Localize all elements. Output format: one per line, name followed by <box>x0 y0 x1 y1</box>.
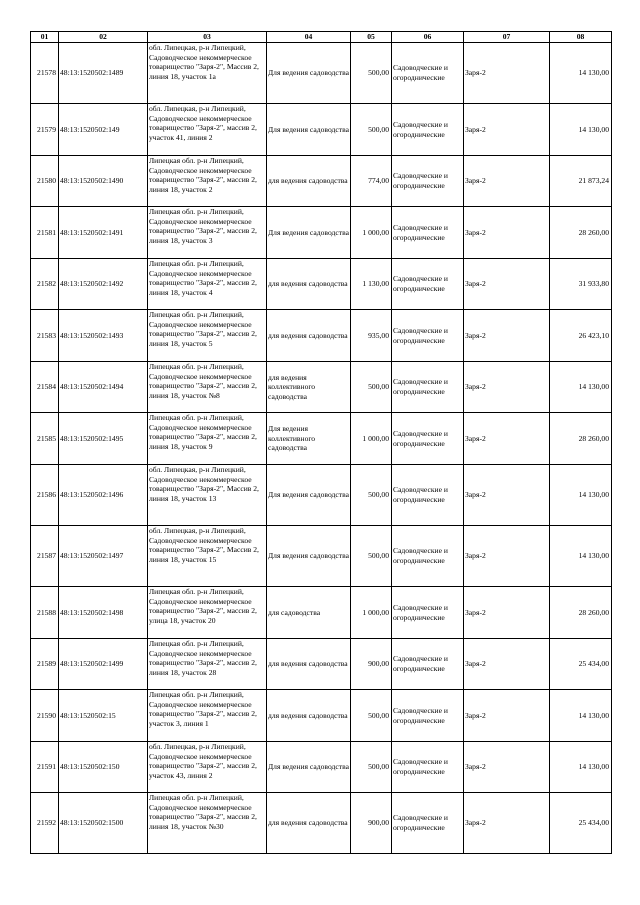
permitted-use-cell: Для ведения коллективного садоводства <box>267 413 351 465</box>
table-row <box>31 742 612 793</box>
permitted-use-cell: для ведения садоводства <box>267 156 351 207</box>
table-row <box>31 362 612 413</box>
cadastral-value-cell: 25 434,00 <box>550 793 612 854</box>
partnership-name-cell: Заря-2 <box>464 207 550 259</box>
address-text: Липецкая обл. р-н Липецкий, Садоводческое некоммерческое товарищество "Заря-2", массив 2, участок 3, линия 1 <box>149 690 257 728</box>
land-category-cell: Садоводческие и огороднические <box>392 310 464 362</box>
address-cell <box>148 413 267 465</box>
land-category-cell: Садоводческие и огороднические <box>392 690 464 742</box>
header-cell-03: 03 <box>148 32 267 43</box>
address-cell <box>148 639 267 690</box>
cadastral-number-cell: 48:13:1520502:1493 <box>59 310 148 362</box>
permitted-use-cell: для садоводства <box>267 587 351 639</box>
permitted-use-cell: Для ведения садоводства <box>267 465 351 526</box>
row-id-cell: 21584 <box>31 362 59 413</box>
table-row <box>31 156 612 207</box>
row-id-cell: 21586 <box>31 465 59 526</box>
row-id-cell: 21587 <box>31 526 59 587</box>
area-cell: 500,00 <box>351 43 392 104</box>
cadastral-number-cell: 48:13:1520502:1490 <box>59 156 148 207</box>
area-cell: 774,00 <box>351 156 392 207</box>
area-cell: 1 000,00 <box>351 587 392 639</box>
land-category-cell: Садоводческие и огороднические <box>392 526 464 587</box>
cadastral-number-cell: 48:13:1520502:1494 <box>59 362 148 413</box>
table-row <box>31 690 612 742</box>
row-id-cell: 21592 <box>31 793 59 854</box>
table-row <box>31 639 612 690</box>
partnership-name-cell: Заря-2 <box>464 43 550 104</box>
cadastral-number-cell: 48:13:1520502:1498 <box>59 587 148 639</box>
table-row <box>31 259 612 310</box>
area-cell: 900,00 <box>351 793 392 854</box>
permitted-use-cell: Для ведения садоводства <box>267 207 351 259</box>
header-cell-01: 01 <box>31 32 59 43</box>
address-text: обл. Липецкая, р-н Липецкий, Садоводческое некоммерческое товарищество "Заря-2", Массив 2, линия 18, участок 1а <box>149 43 259 81</box>
row-id-cell: 21578 <box>31 43 59 104</box>
permitted-use-cell: Для ведения садоводства <box>267 526 351 587</box>
address-text: Липецкая обл. р-н Липецкий, Садоводческое некоммерческое товарищество "Заря-2", массив 2, линия 18, участок 5 <box>149 310 257 348</box>
cadastral-number-cell: 48:13:1520502:1499 <box>59 639 148 690</box>
cadastral-value-cell: 14 130,00 <box>550 104 612 156</box>
address-cell <box>148 690 267 742</box>
table-row <box>31 793 612 854</box>
land-category-cell: Садоводческие и огороднические <box>392 43 464 104</box>
address-text: Липецкая обл. р-н Липецкий, Садоводческое некоммерческое товарищество "Заря-2", массив 2, линия 18, участок 3 <box>149 207 257 245</box>
land-category-cell: Садоводческие и огороднические <box>392 742 464 793</box>
cadastral-number-cell: 48:13:1520502:15 <box>59 690 148 742</box>
cadastral-value-cell: 14 130,00 <box>550 742 612 793</box>
address-text: обл. Липецкая, р-н Липецкий, Садоводческое некоммерческое товарищество "Заря-2", массив 2, участок 41, линия 2 <box>149 104 257 142</box>
land-category-cell: Садоводческие и огороднические <box>392 587 464 639</box>
address-text: Липецкая обл. р-н Липецкий, Садоводческое некоммерческое товарищество "Заря-2", массив 2, линия 18, участок №8 <box>149 362 257 400</box>
row-id-cell: 21589 <box>31 639 59 690</box>
cadastral-value-cell: 21 873,24 <box>550 156 612 207</box>
address-text: обл. Липецкая, р-н Липецкий, Садоводческое некоммерческое товарищество "Заря-2", массив 2, участок 43, линия 2 <box>149 742 257 780</box>
address-cell <box>148 742 267 793</box>
address-text: обл. Липецкая, р-н Липецкий, Садоводческое некоммерческое товарищество "Заря-2", Массив 2, линия 18, участок 13 <box>149 465 259 503</box>
partnership-name-cell: Заря-2 <box>464 104 550 156</box>
address-cell <box>148 793 267 854</box>
permitted-use-cell: для ведения садоводства <box>267 310 351 362</box>
row-id-cell: 21585 <box>31 413 59 465</box>
land-category-cell: Садоводческие и огороднические <box>392 793 464 854</box>
row-id-cell: 21588 <box>31 587 59 639</box>
partnership-name-cell: Заря-2 <box>464 310 550 362</box>
table-body <box>31 43 612 854</box>
row-id-cell: 21591 <box>31 742 59 793</box>
cadastral-number-cell: 48:13:1520502:150 <box>59 742 148 793</box>
table-row <box>31 413 612 465</box>
land-category-cell: Садоводческие и огороднические <box>392 259 464 310</box>
cadastral-number-cell: 48:13:1520502:1491 <box>59 207 148 259</box>
table-row <box>31 310 612 362</box>
cadastral-number-cell: 48:13:1520502:1495 <box>59 413 148 465</box>
table-row <box>31 465 612 526</box>
land-category-cell: Садоводческие и огороднические <box>392 465 464 526</box>
row-id-cell: 21583 <box>31 310 59 362</box>
cadastral-value-cell: 28 260,00 <box>550 413 612 465</box>
table-row <box>31 587 612 639</box>
address-text: Липецкая обл. р-н Липецкий, Садоводческое некоммерческое товарищество "Заря-2", массив 2, линия 18, участок 2 <box>149 156 257 194</box>
address-cell <box>148 259 267 310</box>
partnership-name-cell: Заря-2 <box>464 587 550 639</box>
cadastral-value-cell: 14 130,00 <box>550 43 612 104</box>
address-cell <box>148 207 267 259</box>
partnership-name-cell: Заря-2 <box>464 793 550 854</box>
area-cell: 500,00 <box>351 742 392 793</box>
cadastral-value-cell: 14 130,00 <box>550 690 612 742</box>
area-cell: 1 000,00 <box>351 413 392 465</box>
cadastral-value-cell: 14 130,00 <box>550 465 612 526</box>
address-cell <box>148 362 267 413</box>
area-cell: 500,00 <box>351 104 392 156</box>
land-category-cell: Садоводческие и огороднические <box>392 207 464 259</box>
address-cell <box>148 526 267 587</box>
partnership-name-cell: Заря-2 <box>464 413 550 465</box>
address-cell <box>148 310 267 362</box>
permitted-use-cell: для ведения садоводства <box>267 259 351 310</box>
header-cell-05: 05 <box>351 32 392 43</box>
row-id-cell: 21580 <box>31 156 59 207</box>
land-category-cell: Садоводческие и огороднические <box>392 639 464 690</box>
area-cell: 500,00 <box>351 362 392 413</box>
address-cell <box>148 156 267 207</box>
permitted-use-cell: для ведения коллективного садоводства <box>267 362 351 413</box>
address-text: Липецкая обл. р-н Липецкий, Садоводческое некоммерческое товарищество "Заря-2", массив 2, линия 18, участок 28 <box>149 639 257 677</box>
cadastral-number-cell: 48:13:1520502:149 <box>59 104 148 156</box>
land-category-cell: Садоводческие и огороднические <box>392 104 464 156</box>
area-cell: 900,00 <box>351 639 392 690</box>
area-cell: 500,00 <box>351 465 392 526</box>
land-registry-table <box>30 31 612 854</box>
address-cell <box>148 587 267 639</box>
cadastral-number-cell: 48:13:1520502:1497 <box>59 526 148 587</box>
row-id-cell: 21582 <box>31 259 59 310</box>
cadastral-value-cell: 28 260,00 <box>550 207 612 259</box>
partnership-name-cell: Заря-2 <box>464 742 550 793</box>
land-category-cell: Садоводческие и огороднические <box>392 362 464 413</box>
cadastral-number-cell: 48:13:1520502:1496 <box>59 465 148 526</box>
address-cell <box>148 104 267 156</box>
table-row <box>31 43 612 104</box>
partnership-name-cell: Заря-2 <box>464 259 550 310</box>
header-cell-08: 08 <box>550 32 612 43</box>
registry-sheet <box>30 31 611 854</box>
row-id-cell: 21590 <box>31 690 59 742</box>
partnership-name-cell: Заря-2 <box>464 639 550 690</box>
area-cell: 935,00 <box>351 310 392 362</box>
address-text: Липецкая обл. р-н Липецкий, Садоводческое некоммерческое товарищество "Заря-2", массив 2, линия 18, участок №30 <box>149 793 257 831</box>
cadastral-number-cell: 48:13:1520502:1500 <box>59 793 148 854</box>
land-category-cell: Садоводческие и огороднические <box>392 413 464 465</box>
cadastral-number-cell: 48:13:1520502:1492 <box>59 259 148 310</box>
header-cell-02: 02 <box>59 32 148 43</box>
address-cell <box>148 43 267 104</box>
partnership-name-cell: Заря-2 <box>464 690 550 742</box>
permitted-use-cell: для ведения садоводства <box>267 690 351 742</box>
table-row <box>31 207 612 259</box>
address-text: Липецкая обл. р-н Липецкий, Садоводческое некоммерческое товарищество "Заря-2", массив 2, улица 18, участок 20 <box>149 587 257 625</box>
address-text: Липецкая обл. р-н Липецкий, Садоводческое некоммерческое товарищество "Заря-2", массив 2, линия 18, участок 4 <box>149 259 257 297</box>
area-cell: 500,00 <box>351 526 392 587</box>
table-row <box>31 104 612 156</box>
area-cell: 1 000,00 <box>351 207 392 259</box>
permitted-use-cell: для ведения садоводства <box>267 793 351 854</box>
address-text: Липецкая обл. р-н Липецкий, Садоводческое некоммерческое товарищество "Заря-2", массив 2, линия 18, участок 9 <box>149 413 257 451</box>
permitted-use-cell: Для ведения садоводства <box>267 104 351 156</box>
table-row <box>31 526 612 587</box>
permitted-use-cell: Для ведения садоводства <box>267 43 351 104</box>
address-text: обл. Липецкая, р-н Липецкий, Садоводческое некоммерческое товарищество "Заря-2", Массив 2, линия 18, участок 15 <box>149 526 259 564</box>
cadastral-value-cell: 26 423,10 <box>550 310 612 362</box>
partnership-name-cell: Заря-2 <box>464 526 550 587</box>
area-cell: 1 130,00 <box>351 259 392 310</box>
permitted-use-cell: Для ведения садоводства <box>267 742 351 793</box>
cadastral-value-cell: 14 130,00 <box>550 526 612 587</box>
header-cell-04: 04 <box>267 32 351 43</box>
partnership-name-cell: Заря-2 <box>464 465 550 526</box>
row-id-cell: 21581 <box>31 207 59 259</box>
partnership-name-cell: Заря-2 <box>464 362 550 413</box>
permitted-use-cell: для ведения садоводства <box>267 639 351 690</box>
cadastral-value-cell: 14 130,00 <box>550 362 612 413</box>
header-row <box>31 32 612 43</box>
area-cell: 500,00 <box>351 690 392 742</box>
cadastral-value-cell: 28 260,00 <box>550 587 612 639</box>
header-cell-07: 07 <box>464 32 550 43</box>
header-cell-06: 06 <box>392 32 464 43</box>
cadastral-value-cell: 25 434,00 <box>550 639 612 690</box>
row-id-cell: 21579 <box>31 104 59 156</box>
cadastral-value-cell: 31 933,80 <box>550 259 612 310</box>
address-cell <box>148 465 267 526</box>
partnership-name-cell: Заря-2 <box>464 156 550 207</box>
land-category-cell: Садоводческие и огороднические <box>392 156 464 207</box>
cadastral-number-cell: 48:13:1520502:1489 <box>59 43 148 104</box>
